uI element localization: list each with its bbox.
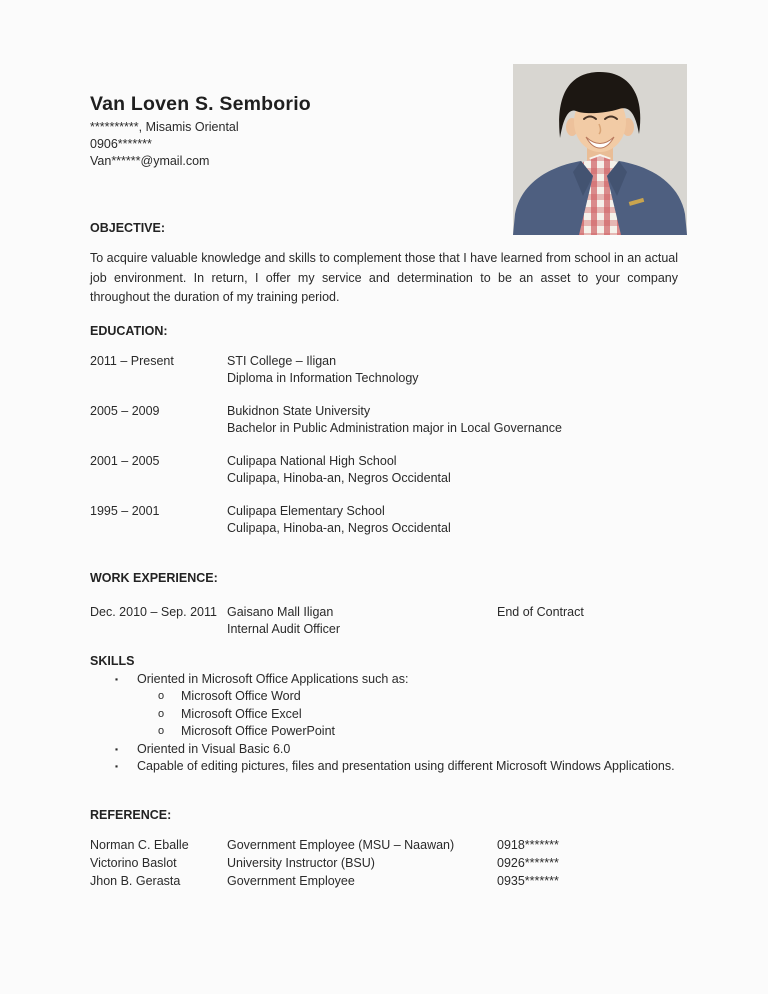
square-bullet-icon: ▪ [115, 743, 119, 754]
circle-bullet-icon: o [158, 690, 165, 702]
reference-name: Victorino Baslot [90, 855, 177, 870]
skill-sub-item [137, 706, 678, 724]
reference-heading: REFERENCE: [90, 807, 172, 822]
skill-item [90, 758, 678, 776]
circle-bullet-icon: o [158, 725, 165, 737]
reference-name: Jhon B. Gerasta [90, 873, 181, 888]
work-company: Gaisano Mall Iligan [227, 604, 334, 619]
education-period: 1995 – 2001 [90, 503, 160, 518]
skill-body [137, 671, 678, 741]
square-bullet-icon: ▪ [115, 761, 119, 771]
skill-item [90, 671, 678, 741]
education-school: Bukidnon State University [227, 403, 371, 418]
skill-sub-item [137, 723, 678, 741]
education-period: 2005 – 2009 [90, 403, 160, 418]
education-entry [90, 403, 678, 438]
work-position: Internal Audit Officer [227, 622, 341, 636]
skill-text: Capable of editing pictures, files and presentation using different Microsoft Windows Applications. [137, 759, 675, 773]
applicant-phone: 0906******* [90, 137, 152, 151]
skill-text: Oriented in Microsoft Office Applications such as: [137, 671, 409, 686]
reference-phone: 0926******* [497, 855, 559, 870]
work-experience-entry [90, 604, 678, 639]
education-period: 2011 – Present [90, 353, 174, 368]
objective-text: To acquire valuable knowledge and skills to complement those that I have learned from school in an actual job environment. In return, I offer my service and determination to be an asset to your company throughout the duration of my training period. [90, 251, 678, 304]
education-school: STI College – Iligan [227, 353, 337, 368]
work-detail [227, 604, 497, 639]
reference-row [90, 872, 678, 890]
resume-content [90, 92, 678, 890]
reference-role: Government Employee (MSU – Naawan) [227, 837, 455, 852]
skill-sub-text: Microsoft Office Word [181, 689, 301, 703]
education-degree: Diploma in Information Technology [227, 371, 419, 385]
reference-phone: 0918******* [497, 837, 559, 852]
reference-rows [90, 836, 678, 890]
education-entry [90, 503, 678, 538]
applicant-email: Van******@ymail.com [90, 154, 210, 168]
square-bullet-icon: ▪ [115, 673, 119, 684]
reference-phone: 0935******* [497, 873, 559, 888]
education-degree: Culipapa, Hinoba-an, Negros Occidental [227, 471, 451, 485]
skills-list [90, 671, 678, 776]
skill-sub-text: Microsoft Office PowerPoint [181, 724, 335, 738]
reference-row [90, 854, 678, 872]
education-detail [227, 353, 678, 388]
education-degree: Bachelor in Public Administration major in Local Governance [227, 421, 562, 435]
circle-bullet-icon: o [158, 707, 165, 720]
education-school: Culipapa National High School [227, 453, 397, 468]
education-detail [227, 503, 678, 538]
education-degree: Culipapa, Hinoba-an, Negros Occidental [227, 521, 451, 535]
applicant-address: **********, Misamis Oriental [90, 120, 239, 134]
education-period: 2001 – 2005 [90, 453, 160, 468]
work-status: End of Contract [497, 604, 584, 619]
skill-sub-text: Microsoft Office Excel [181, 706, 302, 721]
education-entries [90, 353, 678, 538]
reference-row [90, 836, 678, 854]
objective-heading: OBJECTIVE: [90, 221, 166, 235]
education-heading: EDUCATION: [90, 323, 168, 338]
education-detail [227, 453, 678, 488]
work-period: Dec. 2010 – Sep. 2011 [90, 604, 217, 619]
skills-heading: SKILLS [90, 653, 135, 668]
reference-role: University Instructor (BSU) [227, 855, 375, 870]
reference-role: Government Employee [227, 873, 355, 888]
reference-name: Norman C. Eballe [90, 837, 189, 852]
work-experience-heading: WORK EXPERIENCE: [90, 570, 218, 585]
education-entry [90, 453, 678, 488]
education-school: Culipapa Elementary School [227, 503, 385, 518]
skill-sub-item [137, 688, 678, 706]
skill-item [90, 741, 678, 759]
applicant-name: Van Loven S. Semborio [90, 93, 311, 115]
skill-text: Oriented in Visual Basic 6.0 [137, 741, 291, 756]
education-detail [227, 403, 678, 438]
education-entry [90, 353, 678, 388]
